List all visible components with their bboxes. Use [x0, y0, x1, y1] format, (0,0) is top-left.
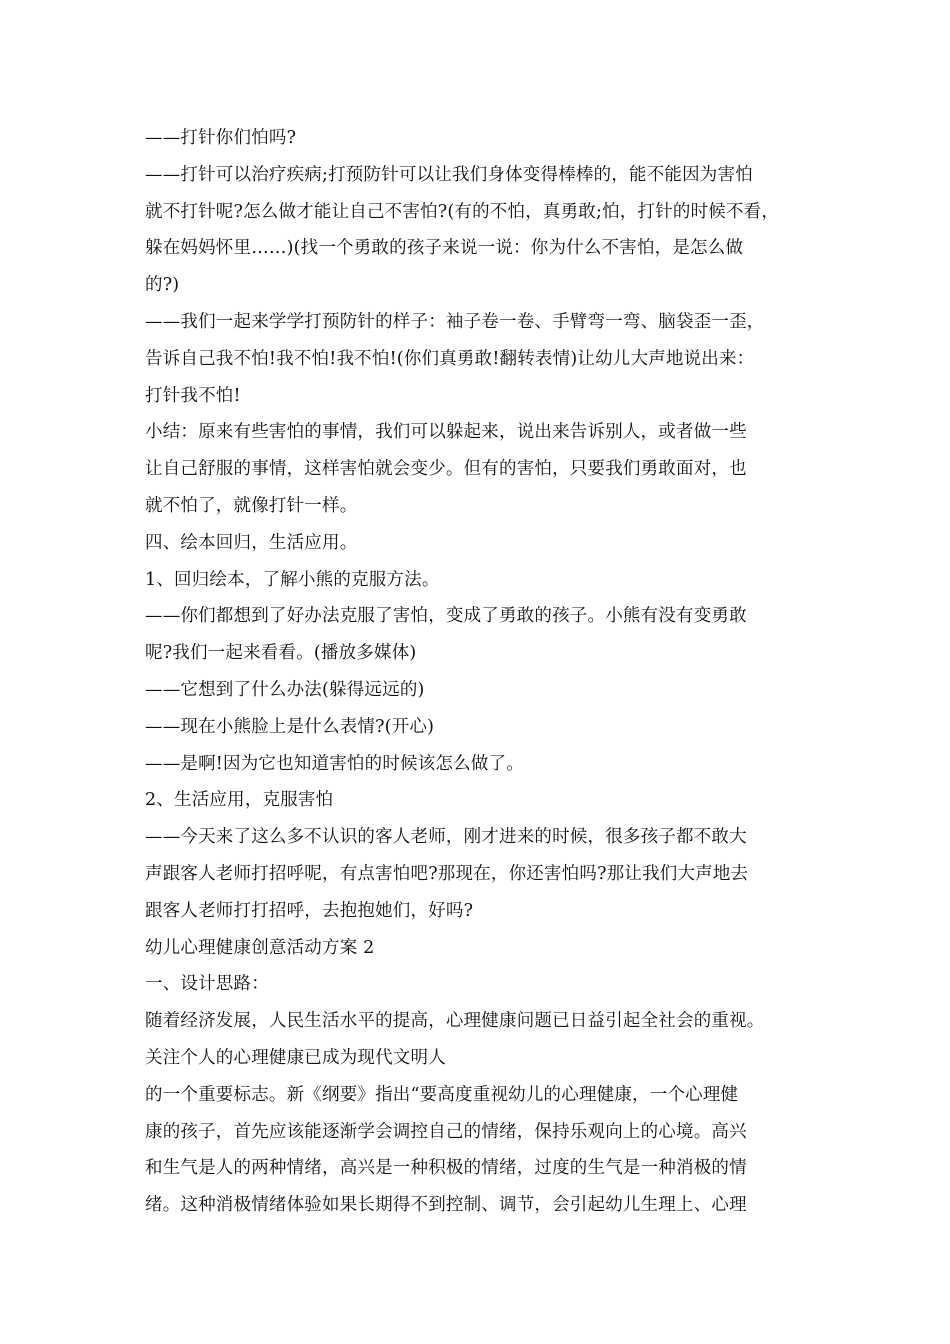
subsection-heading: 2、生活应用，克服害怕 [145, 790, 334, 811]
text-line: 绪。这种消极情绪体验如果长期得不到控制、调节，会引起幼儿生理上、心理 [145, 1195, 747, 1216]
text-line: 康的孩子，首先应该能逐渐学会调控自己的情绪，保持乐观向上的心境。高兴 [145, 1121, 747, 1142]
text-line: ——现在小熊脸上是什么表情?(开心) [145, 716, 435, 737]
document-title: 幼儿心理健康创意活动方案 2 [145, 937, 375, 958]
text-line: 呢?我们一起来看看。(播放多媒体) [145, 643, 417, 664]
section-heading: 四、绘本回归，生活应用。 [145, 532, 358, 553]
text-line: 随着经济发展，人民生活水平的提高，心理健康问题已日益引起全社会的重视。 [145, 1011, 765, 1032]
summary-line: 就不怕了，就像打针一样。 [145, 495, 358, 516]
text-line: 躲在妈妈怀里……)(找一个勇敢的孩子来说一说：你为什么不害怕，是怎么做 [145, 238, 744, 259]
text-line: ——打针可以治疗疾病;打预防针可以让我们身体变得棒棒的，能不能因为害怕 [145, 164, 753, 185]
text-line: ——它想到了什么办法(躲得远远的) [145, 679, 425, 700]
summary-line: 让自己舒服的事情，这样害怕就会变少。但有的害怕，只要我们勇敢面对，也 [145, 459, 747, 480]
text-line: 就不打针呢?怎么做才能让自己不害怕?(有的不怕，真勇敢;怕，打针的时候不看， [145, 201, 780, 222]
text-line: 的?) [145, 275, 180, 296]
text-line: 打针我不怕! [145, 385, 241, 406]
text-line: 的一个重要标志。新《纲要》指出“要高度重视幼儿的心理健康，一个心理健 [145, 1084, 739, 1105]
text-line: 关注个人的心理健康已成为现代文明人 [145, 1047, 446, 1068]
document-body [145, 120, 835, 1224]
text-line: ——你们都想到了好办法克服了害怕，变成了勇敢的孩子。小熊有没有变勇敢 [145, 606, 747, 627]
text-line: ——是啊!因为它也知道害怕的时候该怎么做了。 [145, 753, 524, 774]
text-line: ——我们一起来学学打预防针的样子：袖子卷一卷、手臂弯一弯、脑袋歪一歪， [145, 311, 765, 332]
text-line: ——今天来了这么多不认识的客人老师，刚才进来的时候，很多孩子都不敢大 [145, 827, 747, 848]
subsection-heading: 1、回归绘本，了解小熊的克服方法。 [145, 569, 440, 590]
text-line: ——打针你们怕吗? [145, 128, 297, 148]
text-line: 告诉自己我不怕!我不怕!我不怕!(你们真勇敢!翻转表情)让幼儿大声地说出来： [145, 348, 755, 369]
text-line: 声跟客人老师打招呼呢，有点害怕吧?那现在，你还害怕吗?那让我们大声地去 [145, 863, 749, 884]
summary-line: 小结：原来有些害怕的事情，我们可以躲起来，说出来告诉别人，或者做一些 [145, 422, 747, 443]
section-heading: 一、设计思路： [145, 974, 269, 995]
text-line: 和生气是人的两种情绪，高兴是一种积极的情绪，过度的生气是一种消极的情 [145, 1158, 747, 1179]
text-line: 跟客人老师打打招呼，去抱抱她们，好吗? [145, 900, 474, 921]
